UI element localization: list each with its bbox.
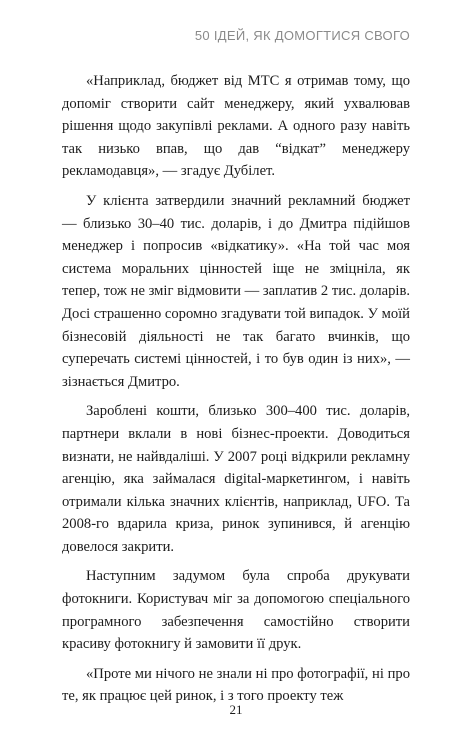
paragraph: «Наприклад, бюджет від МТС я отримав тому, що допоміг створити сайт менеджеру, який ухвалював рішення щодо закупівлі реклами. А одного разу навіть так низько впав, що дав “відкат” менеджеру рекламодавця», — згадує Дубілет. xyxy=(62,73,410,180)
paragraph: У клієнта затвердили значний рекламний бюджет — близько 30–40 тис. доларів, і до Дмитра підійшов менеджер і попросив «відкатику». «На той час моя система моральних цінностей іще не зміцніла, як тепер, тож не зміг відмовити — заплатив 2 тис. доларів. Досі страшенно соромно згадувати той випадок. У моїй бізнесовій діяльності не так багато вчинків, що суперечать системі цінностей, і то був один із них», — зізнається Дмитро. xyxy=(62,192,410,390)
body-text xyxy=(62,70,410,715)
running-head-title: 50 ІДЕЙ, ЯК ДОМОГТИСЯ СВОГО xyxy=(194,28,410,43)
paragraph: Наступним задумом була спроба друкувати фотокниги. Користувач міг за допомогою спеціального програмного забезпечення самостійно створити красиву фотокнигу й замовити її друк. xyxy=(62,568,410,653)
page-number: 21 xyxy=(229,702,243,717)
paragraph: Зароблені кошти, близько 300–400 тис. доларів, партнери вклали в нові бізнес-проекти. Доводиться визнати, не найвдаліші. У 2007 році відкрили рекламну агенцію, яка займалася digital-маркетингом, і навіть отримали кілька значних клієнтів, наприклад, UFO. Та 2008-го вдарила криза, ринок зупинився, й агенцію довелося закрити. xyxy=(62,403,410,555)
paragraph: «Проте ми нічого не знали ні про фотографії, ні про те, як працює цей ринок, і з того проекту теж xyxy=(62,665,410,705)
